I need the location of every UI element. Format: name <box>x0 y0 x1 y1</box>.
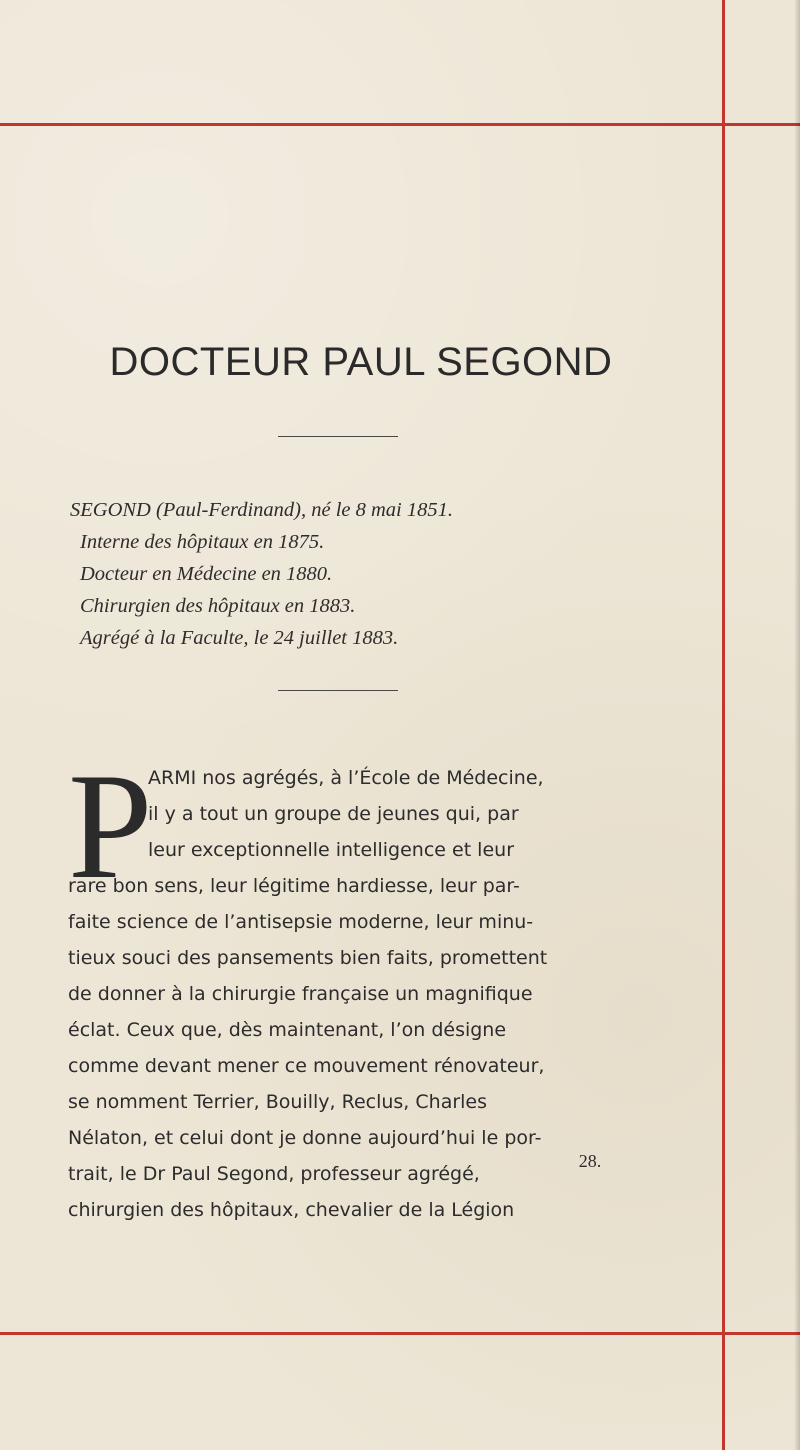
paragraph-line: comme devant mener ce mouvement rénovateur, <box>68 1055 545 1077</box>
bio-line-chirurgien: Chirurgien des hôpitaux en 1883. <box>80 595 356 617</box>
page-edge-shadow <box>794 0 800 1450</box>
paragraph-line: éclat. Ceux que, dès maintenant, l’on désigne <box>68 1019 507 1041</box>
paragraph-line: rare bon sens, leur légitime hardiesse, leur par- <box>68 875 520 897</box>
paragraph-line: leur exceptionnelle intelligence et leur <box>148 839 515 861</box>
bio-line-agrege: Agrégé à la Faculte, le 24 juillet 1883. <box>80 627 399 649</box>
paragraph-line: faite science de l’antisepsie moderne, leur minu- <box>68 911 534 933</box>
paragraph-line: chirurgien des hôpitaux, chevalier de la Légion <box>68 1199 515 1221</box>
paragraph-line: tieux souci des pansements bien faits, promettent <box>68 947 548 969</box>
bio-line-interne: Interne des hôpitaux en 1875. <box>80 531 325 553</box>
bio-separator <box>278 690 398 691</box>
paragraph-line: Nélaton, et celui dont je donne aujourd’hui le por- <box>68 1127 542 1149</box>
top-red-rule <box>0 123 800 126</box>
bio-line-name: SEGOND (Paul-Ferdinand), né le 8 mai 1851. <box>70 499 453 521</box>
bottom-red-rule <box>0 1332 800 1335</box>
right-red-rule <box>722 0 725 1450</box>
page-title: DOCTEUR PAUL SEGOND <box>109 340 613 384</box>
paragraph-line: se nomment Terrier, Bouilly, Reclus, Charles <box>68 1091 488 1113</box>
paragraph-line: trait, le Dr Paul Segond, professeur agrégé, <box>68 1163 480 1185</box>
title-separator <box>278 436 398 437</box>
body-paragraph <box>68 760 628 1228</box>
paragraph-line: ARMI nos agrégés, à l’École de Médecine, <box>148 767 544 789</box>
page-number: 28. <box>578 1151 602 1171</box>
bio-line-docteur: Docteur en Médecine en 1880. <box>80 563 333 585</box>
paragraph-line: de donner à la chirurgie française un magnifique <box>68 983 533 1005</box>
drop-cap: P <box>68 742 153 910</box>
paragraph-line: il y a tout un groupe de jeunes qui, par <box>148 803 519 825</box>
biography-block <box>70 494 630 654</box>
